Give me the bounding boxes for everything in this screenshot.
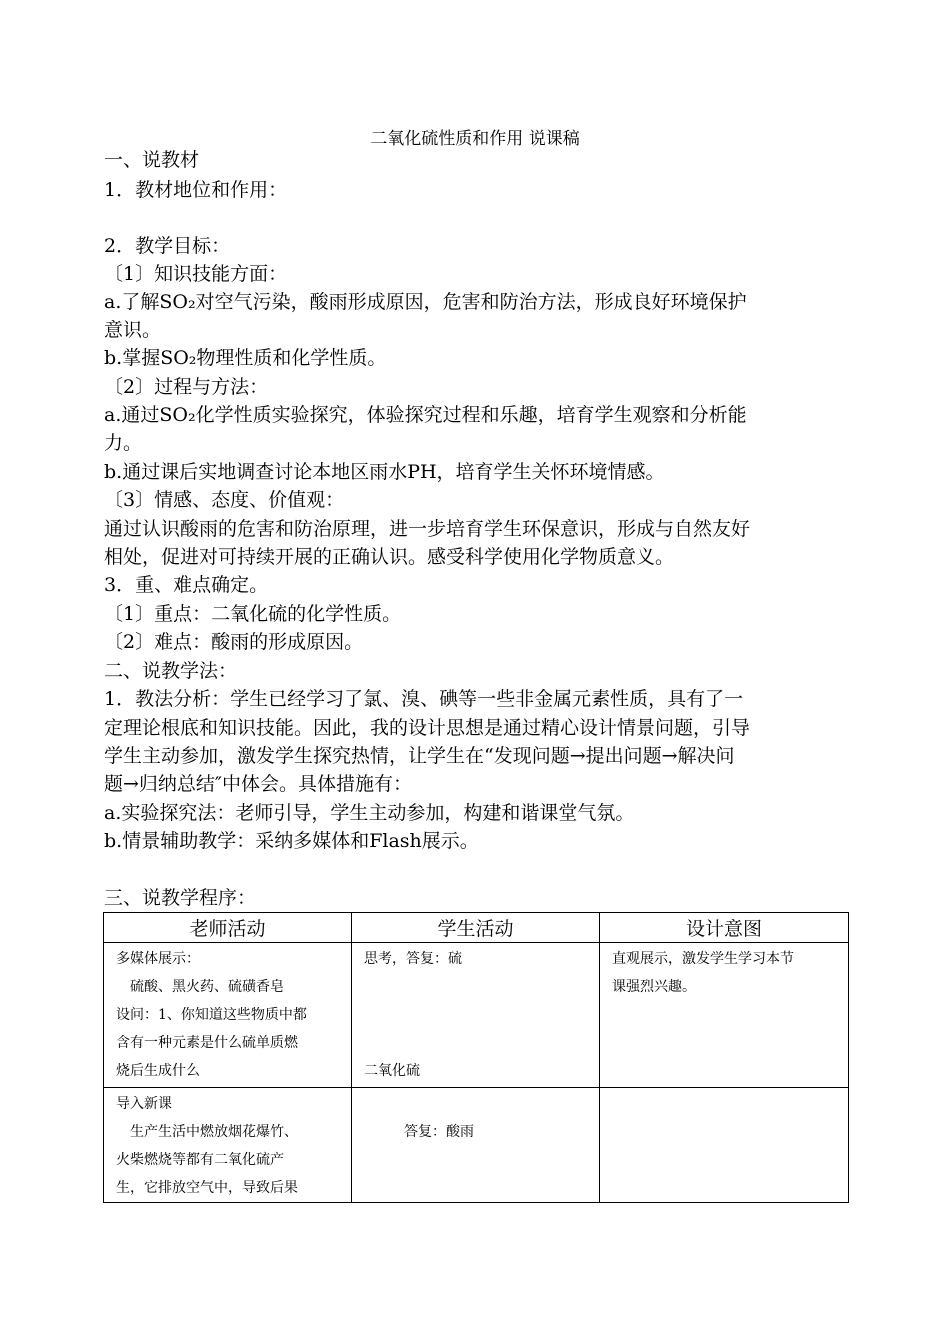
cell-line: 课强烈兴趣。 (612, 979, 696, 995)
table-row (104, 943, 849, 1088)
section-heading-textbook: 一、说教材 (104, 149, 200, 171)
cell-line: 思考，答复：硫 (364, 951, 462, 967)
section-heading-procedure: 三、说教学程序： (104, 887, 257, 909)
header-student-activity: 学生活动 (352, 913, 600, 943)
paragraph-line: b.通过课后实地调查讨论本地区雨水PH，培育学生关怀环境情感。 (104, 461, 665, 483)
teacher-activity-cell (104, 1088, 352, 1203)
header-design-intent: 设计意图 (600, 913, 849, 943)
cell-line: 导入新课 (116, 1096, 172, 1112)
subheading-key-points: 3．重、难点确定。 (104, 574, 269, 596)
paragraph-line: 力。 (104, 432, 143, 454)
paragraph-line: b.掌握SO₂物理性质和化学性质。 (104, 347, 387, 369)
goal-process-heading: 〔2〕过程与方法： (104, 376, 269, 398)
student-activity-cell (352, 1088, 600, 1203)
table-header-row (104, 913, 849, 943)
cell-line: 烧后生成什么 (116, 1063, 200, 1079)
subheading-textbook-role: 1．教材地位和作用： (104, 179, 288, 201)
cell-line: 设问：1、你知道这些物质中都 (116, 1007, 307, 1023)
goal-knowledge-heading: 〔1〕知识技能方面： (104, 263, 288, 285)
paragraph-line: 〔1〕重点：二氧化硫的化学性质。 (104, 603, 402, 625)
paragraph-line: 相处，促进对可持续开展的正确认识。感受科学使用化学物质意义。 (104, 546, 675, 568)
section-heading-method: 二、说教学法： (104, 660, 238, 682)
cell-line: 直观展示，激发学生学习本节 (612, 951, 794, 967)
paragraph-line: 学生主动参加，激发学生探究热情，让学生在“发现问题→提出问题→解决问 (104, 745, 735, 767)
design-intent-cell (600, 1088, 849, 1203)
paragraph-line: 〔2〕难点：酸雨的形成原因。 (104, 631, 364, 653)
table-row (104, 1088, 849, 1203)
paragraph-line: a.通过SO₂化学性质实验探究，体验探究过程和乐趣，培育学生观察和分析能 (104, 404, 747, 426)
teaching-procedure-table (103, 912, 849, 1203)
cell-line: 硫酸、黑火药、硫磺香皂 (130, 979, 284, 995)
cell-line: 生，它排放空气中，导致后果 (116, 1180, 298, 1196)
document-title: 二氧化硫性质和作用 说课稿 (370, 129, 580, 149)
paragraph-line: b.情景辅助教学：采纳多媒体和Flash展示。 (104, 830, 479, 852)
cell-line: 答复：酸雨 (404, 1124, 474, 1140)
design-intent-cell (600, 943, 849, 1088)
cell-line: 多媒体展示： (116, 951, 200, 967)
paragraph-line: 题→归纳总结″中体会。具体措施有： (104, 773, 413, 795)
cell-line: 生产生活中燃放烟花爆竹、 (130, 1124, 298, 1140)
paragraph-line: 1．教法分析：学生已经学习了氯、溴、碘等一些非金属元素性质，具有了一 (104, 688, 744, 710)
paragraph-line: 意识。 (104, 319, 162, 341)
cell-line: 二氧化硫 (364, 1063, 420, 1079)
header-teacher-activity: 老师活动 (104, 913, 352, 943)
cell-line: 含有一种元素是什么硫单质燃 (116, 1035, 298, 1051)
cell-line: 火柴燃烧等都有二氧化硫产 (116, 1152, 284, 1168)
student-activity-cell (352, 943, 600, 1088)
paragraph-line: a.了解SO₂对空气污染，酸雨形成原因，危害和防治方法，形成良好环境保护 (104, 291, 747, 313)
paragraph-line: 通过认识酸雨的危害和防治原理，进一步培育学生环保意识，形成与自然友好 (104, 518, 751, 540)
goal-attitude-heading: 〔3〕情感、态度、价值观： (104, 489, 345, 511)
subheading-teaching-goals: 2．教学目标： (104, 235, 231, 257)
paragraph-line: a.实验探究法：老师引导，学生主动参加，构建和谐课堂气氛。 (104, 802, 635, 824)
paragraph-line: 定理论根底和知识技能。因此，我的设计思想是通过精心设计情景问题，引导 (104, 717, 751, 739)
teacher-activity-cell (104, 943, 352, 1088)
